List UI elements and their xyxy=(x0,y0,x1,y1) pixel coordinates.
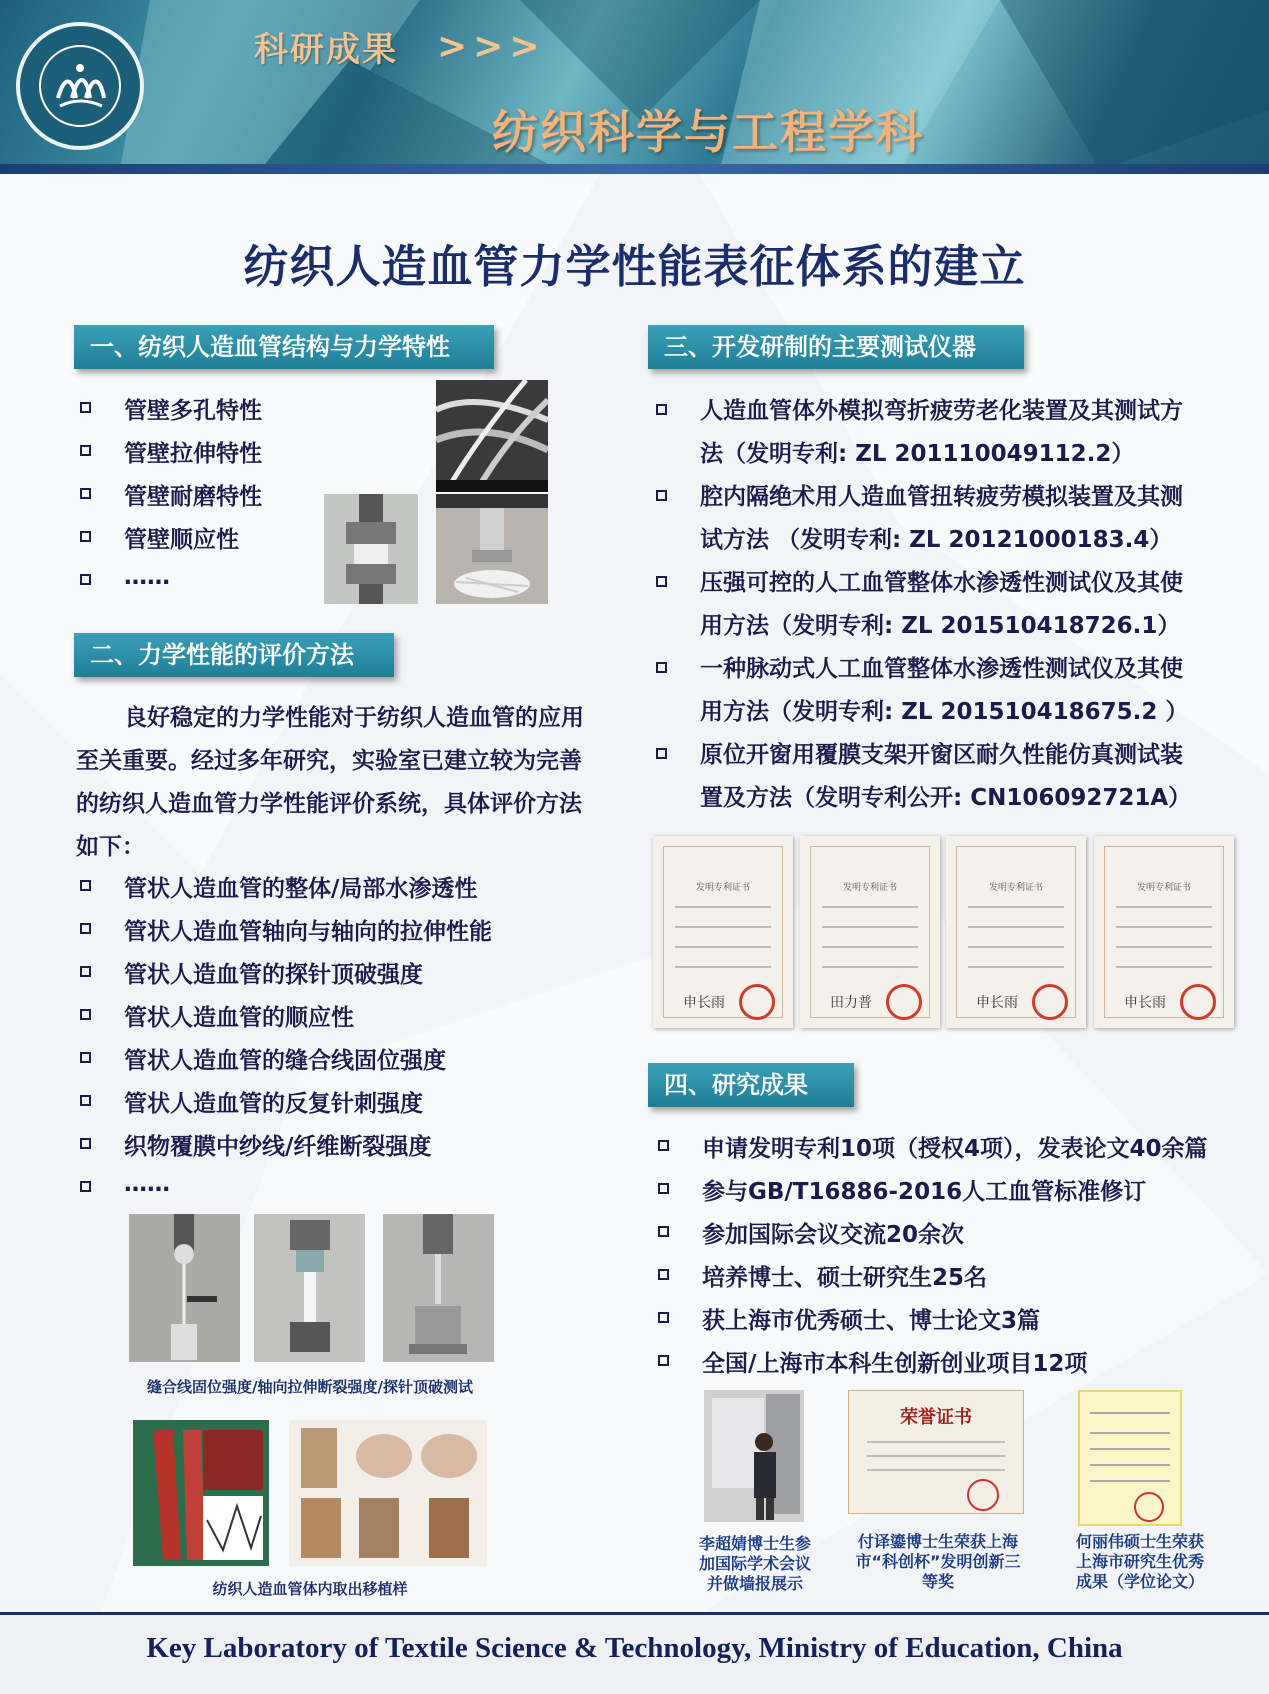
footer-divider xyxy=(0,1612,1269,1615)
list-item: 人造血管体外模拟弯折疲劳老化装置及其测试方 法（发明专利: ZL 201110049112.2） xyxy=(652,390,1212,476)
checkbox-icon xyxy=(80,402,91,413)
list-item: 一种脉动式人工血管整体水渗透性测试仪及其使 用方法（发明专利: ZL 201510418675.2 ） xyxy=(652,648,1212,734)
checkbox-icon xyxy=(80,531,91,542)
probe-burst-test-image xyxy=(383,1214,494,1362)
section3-list xyxy=(652,390,1212,820)
checkbox-icon xyxy=(656,404,667,415)
list-item: 管状人造血管的反复针刺强度 xyxy=(76,1085,596,1128)
page-title: 纺织人造血管力学性能表征体系的建立 xyxy=(243,240,1026,293)
checkbox-icon xyxy=(80,445,91,456)
abrasion-tester-image xyxy=(436,494,548,604)
list-item: 压强可控的人工血管整体水渗透性测试仪及其使 用方法（发明专利: ZL 201510418726.1） xyxy=(652,562,1212,648)
list-item: 管壁多孔特性 xyxy=(76,392,326,435)
checkbox-icon xyxy=(658,1312,669,1323)
list-item: 管状人造血管的缝合线固位强度 xyxy=(76,1042,596,1085)
checkbox-icon xyxy=(658,1226,669,1237)
university-logo xyxy=(16,22,144,150)
list-item: 腔内隔绝术用人造血管扭转疲劳模拟装置及其测 试方法 （发明专利: ZL 20121000183.4） xyxy=(652,476,1212,562)
section2-paragraph: 良好稳定的力学性能对于纺织人造血管的应用至关重要。经过多年研究，实验室已建立较为完善的纺织人造血管力学性能评价系统，具体评价方法如下： xyxy=(76,705,584,860)
checkbox-icon xyxy=(658,1355,669,1366)
thesis-award-image xyxy=(1078,1390,1182,1526)
footer-text: Key Laboratory of Textile Science & Technology, Ministry of Education, China xyxy=(146,1632,1123,1664)
checkbox-icon xyxy=(658,1269,669,1280)
checkbox-icon xyxy=(80,1095,91,1106)
checkbox-icon xyxy=(80,880,91,891)
section2-heading: 二、力学性能的评价方法 xyxy=(74,633,394,677)
checkbox-icon xyxy=(80,923,91,934)
list-item: 参加国际会议交流20余次 xyxy=(654,1216,1234,1259)
checkbox-icon xyxy=(656,490,667,501)
checkbox-icon xyxy=(656,576,667,587)
category-label: 科研成果 xyxy=(254,30,398,70)
checkbox-icon xyxy=(80,1138,91,1149)
patent-certificate-4: 发明专利证书 申长雨 xyxy=(1094,836,1234,1028)
checkbox-icon xyxy=(658,1140,669,1151)
list-item: 管状人造血管轴向与轴向的拉伸性能 xyxy=(76,913,596,956)
patent-certificate-3: 发明专利证书 申长雨 xyxy=(946,836,1086,1028)
checkbox-icon xyxy=(656,662,667,673)
explant-surgery-image xyxy=(133,1420,269,1566)
checkbox-icon xyxy=(656,748,667,759)
checkbox-icon xyxy=(658,1183,669,1194)
header-divider xyxy=(0,164,1269,174)
list-item: 管壁拉伸特性 xyxy=(76,435,326,478)
section1-heading: 一、纺织人造血管结构与力学特性 xyxy=(74,325,494,369)
list-item: 管壁顺应性 xyxy=(76,521,326,564)
patent-certificate-2: 发明专利证书 田力普 xyxy=(800,836,940,1028)
suture-retention-test-image xyxy=(129,1214,240,1362)
list-item: 管状人造血管的整体/局部水渗透性 xyxy=(76,870,596,913)
checkbox-icon xyxy=(80,1009,91,1020)
list-item: 原位开窗用覆膜支架开窗区耐久性能仿真测试装 置及方法（发明专利公开: CN106092721A） xyxy=(652,734,1212,820)
patent-certificate-1: 发明专利证书 申长雨 xyxy=(653,836,793,1028)
tests-caption: 缝合线固位强度/轴向拉伸断裂强度/探针顶破测试 xyxy=(147,1378,473,1396)
list-item: …… xyxy=(76,1171,596,1214)
arrow-icon: >>> xyxy=(437,26,546,67)
list-item: 管壁耐磨特性 xyxy=(76,478,326,521)
conference-caption: 李超婧博士生参加国际学术会议并做墙报展示 xyxy=(698,1534,811,1593)
explant-samples-image xyxy=(289,1420,487,1566)
list-item: 获上海市优秀硕士、博士论文3篇 xyxy=(654,1302,1234,1345)
tensile-grip-image xyxy=(324,494,418,604)
conference-photo xyxy=(704,1390,804,1522)
sem-fiber-image xyxy=(436,380,548,492)
header-banner xyxy=(0,0,1269,170)
checkbox-icon xyxy=(80,966,91,977)
checkbox-icon xyxy=(80,574,91,585)
list-item: 管状人造血管的顺应性 xyxy=(76,999,596,1042)
list-item: 参与GB/T16886-2016人工血管标准修订 xyxy=(654,1173,1234,1216)
section3-heading: 三、开发研制的主要测试仪器 xyxy=(648,325,1024,369)
subject-title: 纺织科学与工程学科 xyxy=(492,105,924,159)
axial-tensile-test-image xyxy=(254,1214,365,1362)
section1-list xyxy=(76,392,326,607)
list-item: 申请发明专利10项（授权4项），发表论文40余篇 xyxy=(654,1130,1234,1173)
section4-list xyxy=(654,1130,1234,1388)
list-item: 织物覆膜中纱线/纤维断裂强度 xyxy=(76,1128,596,1171)
list-item: …… xyxy=(76,564,326,607)
thesis-caption: 何丽伟硕士生荣获上海市研究生优秀成果（学位论文） xyxy=(1075,1532,1204,1591)
list-item: 全国/上海市本科生创新创业项目12项 xyxy=(654,1345,1234,1388)
section2-list xyxy=(76,870,596,1214)
checkbox-icon xyxy=(80,1181,91,1192)
list-item: 培养博士、硕士研究生25名 xyxy=(654,1259,1234,1302)
honor-caption: 付译鎏博士生荣获上海市“科创杯”发明创新三等奖 xyxy=(855,1532,1021,1591)
section4-heading: 四、研究成果 xyxy=(648,1063,854,1107)
honor-certificate-image: 荣誉证书 xyxy=(848,1390,1024,1514)
checkbox-icon xyxy=(80,488,91,499)
checkbox-icon xyxy=(80,1052,91,1063)
explant-caption: 纺织人造血管体内取出移植样 xyxy=(212,1580,408,1598)
list-item: 管状人造血管的探针顶破强度 xyxy=(76,956,596,999)
